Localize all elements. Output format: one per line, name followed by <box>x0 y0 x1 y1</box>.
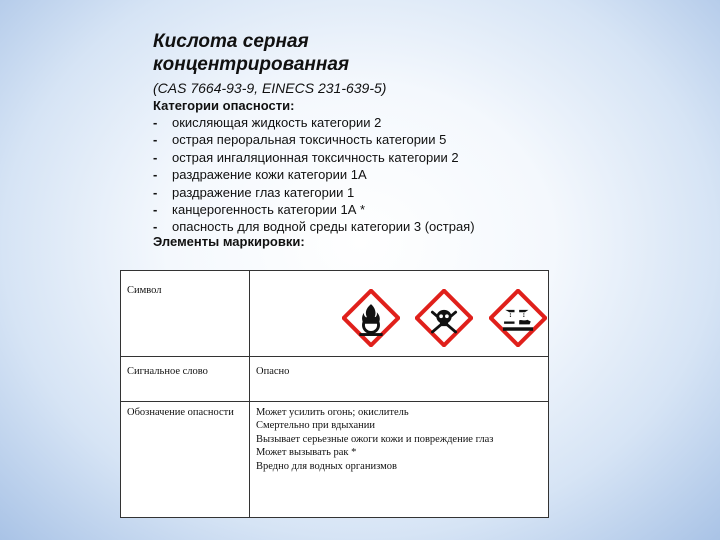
flame-over-circle-icon <box>342 289 400 347</box>
list-item-text: раздражение кожи категории 1А <box>172 167 367 183</box>
list-item-text: опасность для водной среды категории 3 (острая) <box>172 219 475 235</box>
list-item <box>153 166 475 183</box>
list-item: Может усилить огонь; окислитель <box>256 407 409 418</box>
list-item <box>153 149 475 166</box>
list-bullet: - <box>153 202 158 218</box>
corrosion-icon <box>489 289 547 347</box>
page-title <box>153 30 573 76</box>
list-item <box>153 114 475 131</box>
symbol-label: Символ <box>121 271 250 357</box>
list-bullet: - <box>153 167 158 183</box>
labelling-elements-heading: Элементы маркировки: <box>153 234 305 249</box>
labelling-table <box>120 270 549 518</box>
signal-word-label: Сигнальное слово <box>121 357 250 402</box>
hazard-categories-heading: Категории опасности: <box>153 98 295 113</box>
hazard-statement-label: Обозначение опасности <box>121 402 250 518</box>
title-line-2: концентрированная <box>153 54 350 75</box>
hazard-categories-list <box>153 114 475 236</box>
pictograms-cell <box>250 271 549 357</box>
list-item-text: окисляющая жидкость категории 2 <box>172 115 382 130</box>
list-bullet: - <box>153 115 158 130</box>
list-item <box>153 131 475 148</box>
list-item-text: острая ингаляционная токсичность категории 2 <box>172 149 459 165</box>
list-item: Может вызывать рак * <box>256 447 357 459</box>
list-item-text: раздражение глаз категории 1 <box>172 184 355 200</box>
title-line-1: Кислота серная <box>153 31 309 52</box>
list-bullet: - <box>153 184 158 200</box>
skull-crossbones-icon <box>415 289 473 347</box>
signal-word-value: Опасно <box>250 357 549 402</box>
list-item-text: канцерогенность категории 1А * <box>172 202 366 218</box>
list-item: Вызывает серьезные ожоги кожи и повреждение глаз <box>256 433 494 445</box>
list-bullet: - <box>153 219 158 235</box>
list-item: Вредно для водных организмов <box>256 460 397 472</box>
hazard-statements-list <box>256 406 542 473</box>
list-item: Смертельно при вдыхании <box>256 420 376 432</box>
list-item <box>153 184 475 201</box>
list-bullet: - <box>153 149 158 165</box>
table-row <box>121 402 549 518</box>
table-row <box>121 357 549 402</box>
list-item <box>153 201 475 218</box>
table-row <box>121 271 549 357</box>
hazard-statements-cell <box>250 402 549 518</box>
list-bullet: - <box>153 132 158 148</box>
list-item-text: острая пероральная токсичность категории 5 <box>172 132 447 148</box>
chemical-identifiers: (CAS 7664-93-9, EINECS 231-639-5) <box>153 80 387 96</box>
